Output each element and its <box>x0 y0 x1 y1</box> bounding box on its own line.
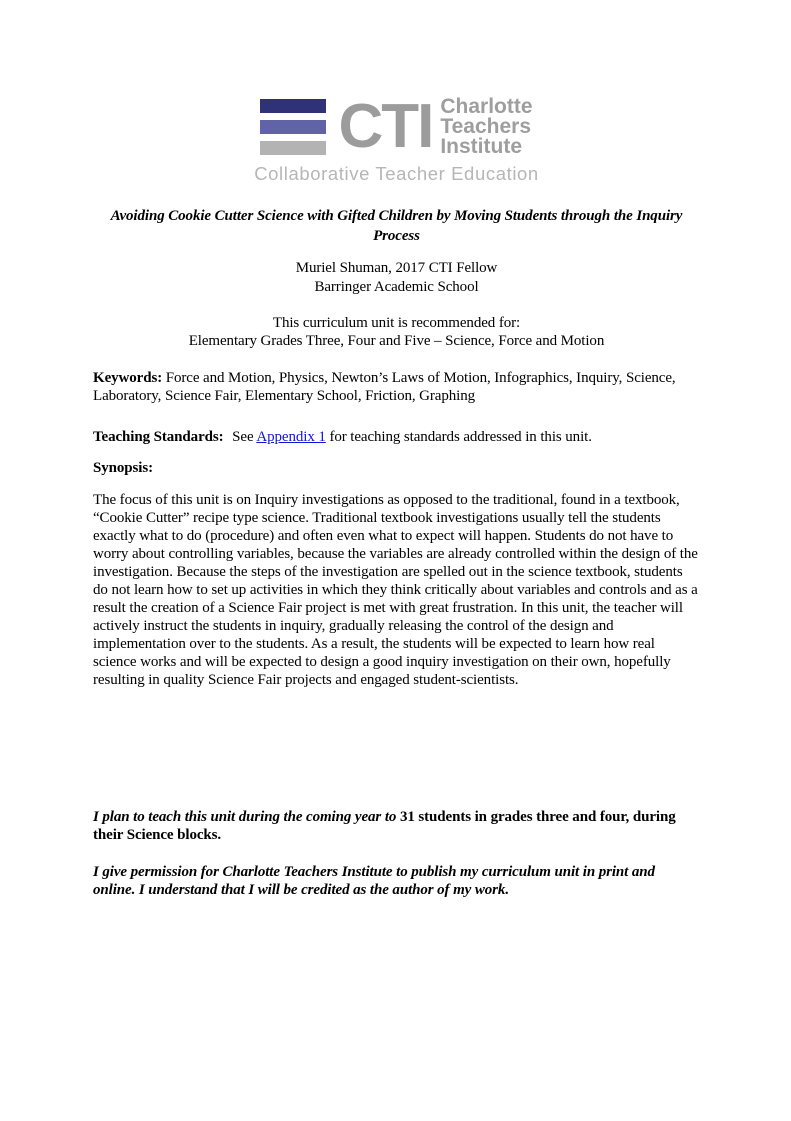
plan-statement <box>93 808 700 844</box>
logo-bar-bottom <box>260 141 326 155</box>
keywords-label: Keywords: <box>93 370 163 386</box>
teaching-standards-paragraph <box>93 428 700 446</box>
document-page <box>0 92 791 1121</box>
cti-logo <box>93 92 700 184</box>
recommended-block <box>93 314 700 350</box>
synopsis-body: The focus of this unit is on Inquiry investigations as opposed to the traditional, found in a textbook, “Cookie Cutter” recipe type science. Traditional textbook investigations usually tell the students exactly what to do (procedure) and often even what to expect will happen. Students do not have to worry about controlling variables, because the variables are already controlled within the design of the investigation. Because the steps of the investigation are spelled out in the science textbook, students do not learn how to set up activities in which they think critically about variables and controls and as a result the creation of a Science Fair project is met with great frustration. In this unit, the teacher will actively instruct the students in inquiry, gradually releasing the control of the design and implementation over to the students. As a result, the students will be expected to learn how real science works and will be expected to design a good inquiry investigation on their own, hopefully resulting in quality Science Fair projects and engaged student-scientists. <box>93 492 698 688</box>
teaching-standards-after-link: for teaching standards addressed in this unit. <box>329 429 592 445</box>
author-line: Muriel Shuman, 2017 CTI Fellow <box>295 260 498 276</box>
synopsis-heading: Synopsis: <box>93 460 153 476</box>
recommended-intro: This curriculum unit is recommended for: <box>272 315 521 331</box>
keywords-text: Force and Motion, Physics, Newton’s Laws of Motion, Infographics, Inquiry, Science, Laboratory, Science Fair, Elementary School, Friction, Graphing <box>93 370 676 404</box>
teaching-standards-before-link: See <box>232 429 254 445</box>
author-block <box>93 259 700 297</box>
logo-bars-icon <box>260 99 326 155</box>
logo-bar-top <box>260 99 326 113</box>
logo-bar-middle <box>260 120 326 134</box>
logo-tagline: Collaborative Teacher Education <box>254 163 539 184</box>
logo-name-line: Teachers <box>440 115 532 138</box>
logo-acronym: CTI <box>338 92 433 162</box>
appendix-1-link[interactable]: Appendix 1 <box>256 429 326 445</box>
logo-name-line: Institute <box>440 135 523 158</box>
logo-name <box>440 97 532 157</box>
school-line: Barringer Academic School <box>314 279 479 295</box>
recommended-grades: Elementary Grades Three, Four and Five – Science, Force and Motion <box>188 333 605 349</box>
logo-name-line: Charlotte <box>440 95 533 118</box>
permission-statement: I give permission for Charlotte Teachers Institute to publish my curriculum unit in print and online. I understand that I will be credited as the author of my work. <box>93 864 655 898</box>
keywords-paragraph <box>93 369 700 405</box>
unit-title: Avoiding Cookie Cutter Science with Gifted Children by Moving Students through the Inquiry Process <box>110 208 683 244</box>
teaching-standards-label: Teaching Standards: <box>93 429 224 445</box>
plan-statement-roman: 31 students in grades three and four, during their Science blocks. <box>93 809 676 843</box>
logo-row <box>260 92 533 162</box>
plan-statement-italic: I plan to teach this unit during the coming year to <box>93 809 397 825</box>
